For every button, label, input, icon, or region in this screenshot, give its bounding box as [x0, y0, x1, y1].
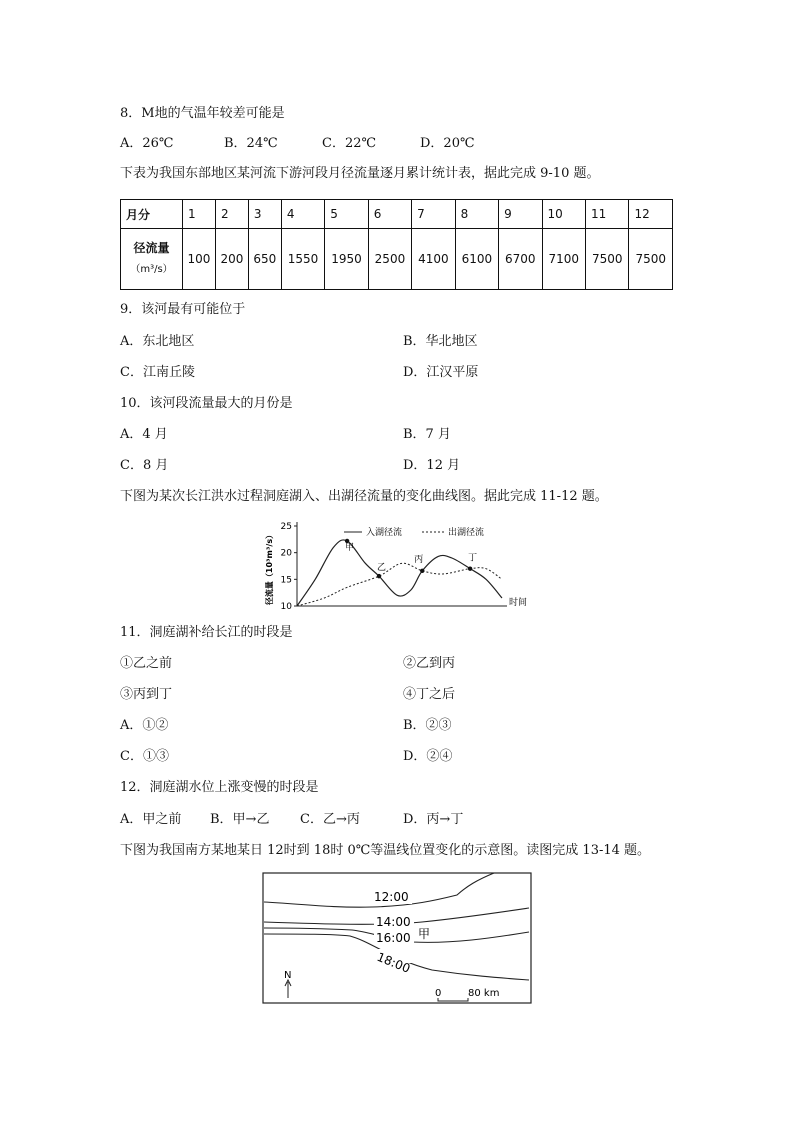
chart-series — [297, 540, 502, 606]
table-cell: 4 — [281, 200, 324, 229]
table-cell: 2500 — [368, 229, 411, 290]
chart-point-2 — [377, 574, 381, 578]
table-cell: 2 — [215, 200, 248, 229]
y-tick-label: 20 — [280, 548, 292, 559]
q9-option-c: C．江南丘陵 — [120, 365, 195, 380]
lake-flow-chart — [262, 518, 542, 610]
y-tick-label: 25 — [280, 522, 292, 532]
q10-option-a: A．4 月 — [120, 427, 168, 442]
q12-stem: 12．洞庭湖水位上涨变慢的时段是 — [120, 780, 319, 795]
q9-option-b: B．华北地区 — [403, 334, 478, 349]
runoff-table — [120, 199, 673, 290]
table-cell: 7100 — [542, 229, 585, 290]
table-cell: 1550 — [281, 229, 324, 290]
q8-stem: 8．M地的气温年较差可能是 — [120, 106, 285, 121]
north-label: N — [284, 970, 292, 981]
chart-point-label-1: 甲 — [345, 542, 355, 553]
q10-option-d: D．12 月 — [403, 458, 461, 473]
q8-option-b: B．24℃ — [224, 136, 278, 151]
q11-option-b: B．②③ — [403, 718, 452, 733]
isotherm-label-18: 18:00 — [374, 949, 413, 976]
table-cell: 7 — [412, 200, 455, 229]
q10-stem: 10．该河段流量最大的月份是 — [120, 396, 293, 411]
q8-option-c: C．22℃ — [322, 136, 377, 151]
table-cell: 11 — [585, 200, 628, 229]
table-cell: 6100 — [455, 229, 498, 290]
table-header-month: 月分 — [121, 200, 183, 229]
legend-out-label: 出湖径流 — [448, 528, 485, 538]
q11-stem: 11．洞庭湖补给长江的时段是 — [120, 625, 293, 640]
isotherm-label-12: 12:00 — [374, 890, 409, 904]
chart-point-label-4: 丁 — [468, 553, 478, 564]
table-cell: 200 — [215, 229, 248, 290]
q9-option-a: A．东北地区 — [120, 334, 195, 349]
q9-option-d: D．江汉平原 — [403, 365, 479, 380]
isotherm-label-16: 16:00 — [376, 931, 411, 945]
table-row-months — [121, 200, 673, 229]
table-cell: 7500 — [629, 229, 673, 290]
map-point-jia: 甲 — [418, 927, 431, 941]
chart-point-label-3: 丙 — [414, 554, 424, 565]
q12-option-b: B．甲→乙 — [210, 812, 270, 827]
y-tick-label: 10 — [280, 602, 292, 610]
y-axis-label: 径流量（10³m³/s） — [265, 530, 274, 606]
table-cell: 8 — [455, 200, 498, 229]
table-cell: 6700 — [499, 229, 542, 290]
table-cell: 12 — [629, 200, 673, 229]
q9-stem: 9．该河最有可能位于 — [120, 302, 246, 317]
table-cell: 100 — [183, 229, 216, 290]
q12-option-a: A．甲之前 — [120, 812, 182, 827]
q10-option-b: B．7 月 — [403, 427, 451, 442]
table-cell: 1 — [183, 200, 216, 229]
legend-in-label: 入湖径流 — [366, 528, 403, 538]
chart-point-3 — [420, 569, 424, 573]
intro-table: 下表为我国东部地区某河流下游河段月径流量逐月累计统计表，据此完成 9-10 题。 — [120, 166, 600, 181]
table-cell: 650 — [248, 229, 281, 290]
q11-choice-3: ③丙到丁 — [120, 687, 173, 702]
table-cell: 4100 — [412, 229, 455, 290]
scale-zero: 0 — [435, 988, 442, 999]
q11-choice-4: ④丁之后 — [403, 687, 456, 702]
table-cell: 5 — [325, 200, 368, 229]
chart-point-4 — [468, 566, 472, 570]
q11-option-c: C．①③ — [120, 749, 169, 764]
isotherm-map — [262, 872, 532, 1004]
q12-option-c: C．乙→丙 — [300, 812, 360, 827]
q11-choice-2: ②乙到丙 — [403, 656, 456, 671]
chart-point-label-2: 乙 — [377, 563, 387, 574]
table-cell: 10 — [542, 200, 585, 229]
scale-label: 80 km — [468, 988, 500, 999]
intro-chart: 下图为某次长江洪水过程洞庭湖入、出湖径流量的变化曲线图。据此完成 11-12 题。 — [120, 489, 608, 504]
q8-option-d: D．20℃ — [420, 136, 475, 151]
table-cell: 7500 — [585, 229, 628, 290]
table-cell: 6 — [368, 200, 411, 229]
q11-option-a: A．①② — [120, 718, 169, 733]
q8-option-a: A．26℃ — [120, 136, 174, 151]
table-header-runoff — [121, 229, 183, 290]
runoff-label: 径流量 — [133, 241, 170, 255]
table-cell: 3 — [248, 200, 281, 229]
table-cell: 1950 — [325, 229, 368, 290]
q10-option-c: C．8 月 — [120, 458, 169, 473]
isotherm-label-14: 14:00 — [376, 915, 411, 929]
x-axis-label: 时间 — [509, 598, 528, 608]
intro-map: 下图为我国南方某地某日 12时到 18时 0℃等温线位置变化的示意图。读图完成 13-14 题。 — [120, 843, 651, 858]
table-row-values — [121, 229, 673, 290]
table-cell: 9 — [499, 200, 542, 229]
chart-labels — [345, 539, 477, 579]
y-tick-label: 15 — [280, 575, 292, 586]
q11-option-d: D．②④ — [403, 749, 453, 764]
q12-option-d: D．丙→丁 — [403, 812, 464, 827]
runoff-unit: （m³/s） — [130, 264, 173, 275]
q11-choice-1: ①乙之前 — [120, 656, 173, 671]
